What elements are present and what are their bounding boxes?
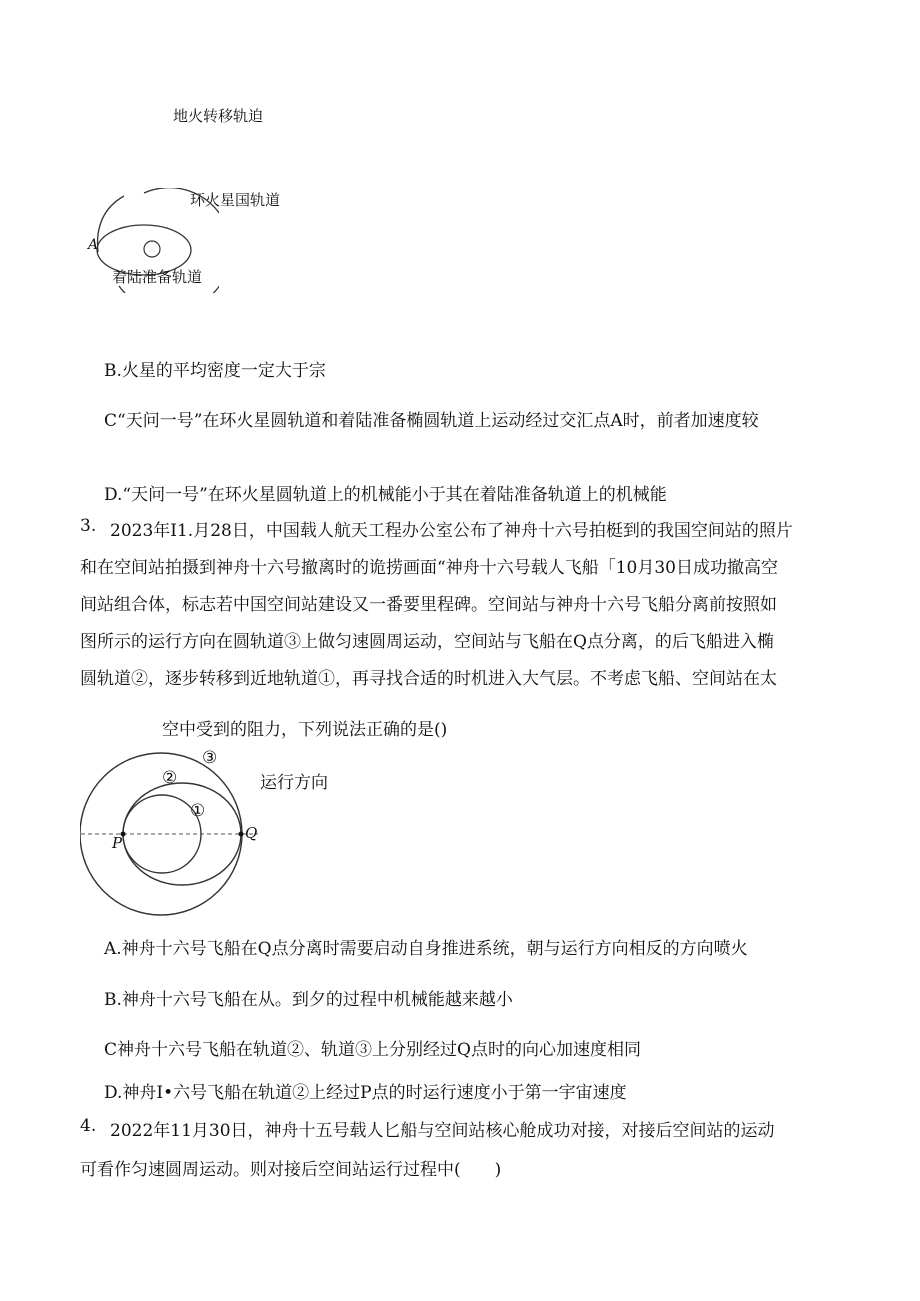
mars-planet (144, 241, 160, 257)
point-a-label: A (88, 237, 99, 253)
q4-text-line-2: 可看作匀速圆周运动。则对接后空间站运行过程中( ) (80, 1160, 502, 1180)
point-p-label: P (112, 834, 123, 852)
q2-option-c: C“天问一号”在环火星圆轨道和着陆准备椭圆轨道上运动经过交汇点A时，前者加速度较 (104, 411, 759, 431)
q3-text-line-2: 和在空间站拍摄到神舟十六号撤离时的诡捞画面“神舟十六号载人飞船「10月30日成功撤高空 (80, 558, 778, 578)
transfer-orbit-label: 地火转移轨迫 (173, 107, 264, 125)
q3-number: 3. (80, 516, 97, 536)
direction-label: 运行方向 (260, 773, 328, 793)
q3-option-d: D.神舟I•六号飞船在轨道②上经过P点的时运行速度小于第一宇宙速度 (104, 1083, 627, 1103)
landing-orbit-label: 着陆准备轨道 (112, 268, 203, 286)
q3-text-line-3: 间站组合体，标志若中国空间站建设又一番要里程碑。空间站与神舟十六号飞船分离前按照如 (80, 595, 777, 615)
q2-option-d: D.“天问一号”在环火星圆轨道上的机械能小于其在着陆准备轨道上的机械能 (104, 485, 667, 505)
q3-option-b: B.神舟十六号飞船在从。到夕的过程中机械能越来越小 (104, 990, 513, 1010)
q3-option-a: A.神舟十六号飞船在Q点分离时需要启动自身推进系统，朝与运行方向相反的方向喷火 (104, 939, 748, 959)
point-q-dot (239, 832, 244, 837)
q3-text-line-1: 2023年I1.月28日，中国载人航天工程办公室公布了神舟十六号拍梃到的我国空间站的照片 (110, 521, 793, 541)
q4-number: 4. (80, 1116, 97, 1136)
q2-option-b: B.火星的平均密度一定大于宗 (104, 361, 326, 381)
q3-text-line-4: 图所示的运行方向在圆轨道③上做匀速圆周运动，空间站与飞船在Q点分离，的后飞船进入椭 (80, 632, 774, 652)
q3-text-line-5: 圆轨道②，逐步转移到近地轨道①，再寻找合适的时机进入大气层。不考虑飞船、空间站在太 (80, 669, 777, 689)
q3-option-c: C神舟十六号飞船在轨道②、轨道③上分别经过Q点时的向心加速度相同 (104, 1040, 641, 1060)
q3-text-line-6: 空中受到的阻力，下列说法正确的是() (162, 720, 448, 740)
orbit-1-label: ① (190, 801, 206, 821)
q4-text-line-1: 2022年11月30日，神舟十五号载人匕船与空间站核心舱成功对接，对接后空间站的运动 (110, 1121, 775, 1141)
orbit-3-label: ③ (202, 748, 218, 768)
transfer-orbit-path (98, 196, 124, 252)
circular-orbit-label: 环火星国轨道 (190, 191, 281, 209)
orbit-2-label: ② (162, 768, 178, 788)
point-q-label: Q (245, 824, 258, 842)
